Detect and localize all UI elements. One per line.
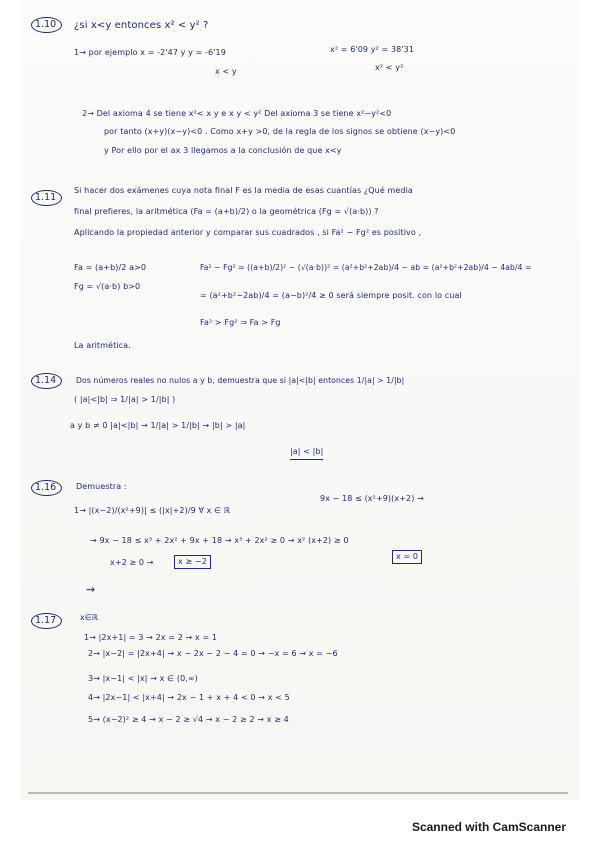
exercise-1-10-line1b-left: x < y xyxy=(215,67,237,76)
exercise-1-11-eq1: Fa² − Fg² = ((a+b)/2)² − (√(a·b))² = (a²+b²+2ab)/4 − ab = (a²+b²+2ab)/4 − 4ab/4 = xyxy=(200,263,532,272)
exercise-1-11-fg-def: Fg = √(a·b) b>0 xyxy=(74,282,141,291)
exercise-1-17-subtitle: x∈ℝ xyxy=(80,613,99,622)
exercise-1-10-line3: por tanto (x+y)(x−y)<0 . Como x+y >0, de la regla de los signos se obtiene (x−y)<0 xyxy=(104,127,456,136)
exercise-number-1-17: 1.17 xyxy=(31,613,62,629)
exercise-1-16-line2-box: x = 0 xyxy=(392,550,422,564)
exercise-1-17-item-5: 5→ (x−2)² ≥ 4 → x − 2 ≥ √4 → x − 2 ≥ 2 → x ≥ 4 xyxy=(88,715,289,724)
exercise-1-16-title: Demuestra : xyxy=(76,482,127,491)
exercise-1-10-question: ¿si x<y entonces x² < y² ? xyxy=(74,20,209,31)
exercise-1-11-fa-def: Fa = (a+b)/2 a>0 xyxy=(74,263,147,272)
exercise-1-10-line1: 1→ por ejemplo x = -2'47 y y = -6'19 xyxy=(74,48,226,57)
exercise-number-1-14: 1.14 xyxy=(31,373,62,389)
exercise-1-14-line2: ( |a|<|b| ⇒ 1/|a| > 1/|b| ) xyxy=(74,395,176,404)
exercise-1-14-result: |a| < |b| xyxy=(290,446,323,460)
exercise-1-11-eq2: = (a²+b²−2ab)/4 = (a−b)²/4 ≥ 0 será siempre posit. con lo cual xyxy=(200,291,462,300)
exercise-1-10-line1b-right: x² < y² xyxy=(375,63,404,72)
exercise-number-1-10: 1.10 xyxy=(31,17,62,33)
exercise-1-11-eq3: Fa² > Fg² ⇒ Fa > Fg xyxy=(200,318,281,327)
exercise-1-17-item-4: 4→ |2x−1| < |x+4| → 2x − 1 + x + 4 < 0 → x < 5 xyxy=(88,693,290,702)
exercise-number-1-16: 1.16 xyxy=(31,480,62,496)
exercise-1-17-item-2: 2→ |x−2| = |2x+4| → x − 2x − 2 − 4 = 0 → −x = 6 → x = −6 xyxy=(88,649,338,658)
exercise-1-10-line4: y Por ello por el ax 3 llegamos a la conclusión de que x<y xyxy=(104,146,342,155)
exercise-1-16-line1-right: 9x − 18 ≤ (x²+9)(x+2) → xyxy=(320,494,424,503)
exercise-1-11-line2: final prefieres, la aritmética (Fa = (a+b)/2) o la geométrica (Fg = √(a·b)) ? xyxy=(74,207,379,216)
exercise-1-17-item-3: 3→ |x−1| < |x| → x ∈ (0,∞) xyxy=(88,674,198,683)
exercise-1-14-line1: Dos números reales no nulos a y b, demuestra que si |a|<|b| entonces 1/|a| > 1/|b| xyxy=(76,376,405,385)
exercise-1-11-line3: Aplicando la propiedad anterior y comparar sus cuadrados , si Fa² − Fg² es positivo , xyxy=(74,228,422,237)
exercise-1-10-line2: 2→ Del axioma 4 se tiene x²< x y e x y < y² Del axioma 3 se tiene x²−y²<0 xyxy=(82,109,392,118)
exercise-1-16-line3-box: x ≥ −2 xyxy=(174,555,211,569)
exercise-1-17-item-1: 1→ |2x+1| = 3 → 2x = 2 → x = 1 xyxy=(84,633,218,642)
exercise-1-10-line1-right: x² = 6'09 y² = 38'31 xyxy=(330,45,415,54)
exercise-1-16-line3-prefix: x+2 ≥ 0 → xyxy=(110,558,154,567)
exercise-1-14-line3: a y b ≠ 0 |a|<|b| → 1/|a| > 1/|b| → |b| > |a| xyxy=(70,421,246,430)
page-edge-shadow xyxy=(28,792,568,794)
camscanner-watermark: Scanned with CamScanner xyxy=(411,820,566,834)
exercise-1-11-line1: Si hacer dos exámenes cuya nota final F es la media de esas cuantías ¿Qué media xyxy=(74,186,413,195)
exercise-1-16-line2: → 9x − 18 ≤ x³ + 2x² + 9x + 18 → x³ + 2x² ≥ 0 → x² (x+2) ≥ 0 xyxy=(90,536,349,545)
exercise-1-16-arrow: ⇝ xyxy=(86,583,96,596)
exercise-number-1-11: 1.11 xyxy=(31,190,62,206)
exercise-1-16-line1: 1→ |(x−2)/(x²+9)| ≤ (|x|+2)/9 ∀ x ∈ ℝ xyxy=(74,506,231,515)
exercise-1-11-conclusion: La aritmética. xyxy=(74,341,131,350)
